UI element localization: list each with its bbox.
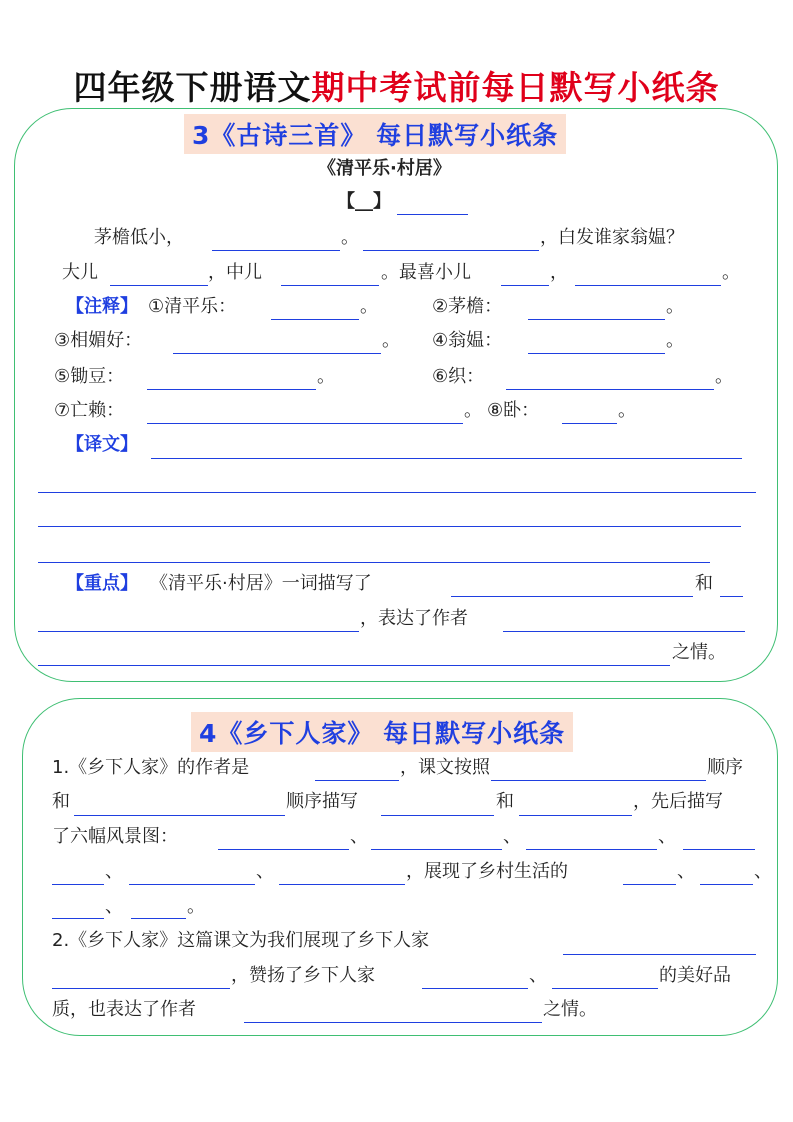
key-blank-1[interactable]	[451, 596, 693, 597]
q2-blank-4[interactable]	[244, 1022, 542, 1023]
poem-line1-a: 茅檐低小，	[94, 227, 184, 248]
scene-blank-3[interactable]	[526, 849, 657, 850]
scene-blank-1[interactable]	[218, 849, 349, 850]
key-text-c: ，表达了作者	[360, 608, 468, 629]
note-7-blank[interactable]	[147, 423, 463, 424]
poem-blank-3[interactable]	[110, 285, 208, 286]
life-blank-4[interactable]	[131, 918, 186, 919]
page-title-black: 四年级下册语文	[73, 68, 312, 107]
note-2-period: 。	[666, 296, 684, 317]
q2-blank-1b[interactable]	[52, 988, 230, 989]
poem-line1-c: ，白发谁家翁媪？	[540, 227, 684, 248]
note-5-period: 。	[317, 366, 335, 387]
poem-line2-a: 大儿	[62, 262, 98, 283]
q2-text-c: 、	[529, 965, 547, 986]
q1-blank-5[interactable]	[519, 815, 632, 816]
life-blank-2[interactable]	[700, 884, 753, 885]
scene-blank-2[interactable]	[371, 849, 502, 850]
notes-label: 【注释】	[66, 296, 138, 317]
poem-blank-5[interactable]	[501, 285, 549, 286]
page-title-red: 期中考试前每日默写小纸条	[311, 68, 720, 107]
key-text-a: 《清平乐·村居》一词描写了	[150, 573, 372, 594]
scene-sep-1: 、	[350, 826, 368, 847]
life-blank-1[interactable]	[623, 884, 676, 885]
q2-text-d: 的美好品	[659, 965, 731, 986]
life-sep-1: 、	[677, 861, 695, 882]
q2-text-a: 2.《乡下人家》这篇课文为我们展现了乡下人家	[52, 930, 430, 951]
q1-text-e: 顺序描写	[286, 791, 358, 812]
note-8-blank[interactable]	[562, 423, 617, 424]
life-sep-2: 、	[754, 861, 772, 882]
key-blank-3b[interactable]	[38, 665, 670, 666]
note-6: ⑥织：	[432, 366, 485, 387]
q1-text-a: 1.《乡下人家》的作者是	[52, 757, 250, 778]
poem-blank-4[interactable]	[281, 285, 379, 286]
translation-line-1[interactable]	[151, 458, 742, 459]
card-heading-village: 4《乡下人家》 每日默写小纸条	[191, 712, 573, 752]
page-title	[0, 62, 793, 109]
scene-blank-6[interactable]	[279, 884, 405, 885]
poem-line2-b: ，中儿	[208, 262, 262, 283]
note-3: ③相媚好：	[54, 330, 143, 351]
note-6-period: 。	[715, 366, 733, 387]
q1-period: 。	[187, 896, 205, 917]
q1-blank-3[interactable]	[74, 815, 285, 816]
note-2-blank[interactable]	[528, 319, 665, 320]
q1-blank-1[interactable]	[315, 780, 399, 781]
note-3-blank[interactable]	[173, 353, 381, 354]
q2-blank-1a[interactable]	[563, 954, 756, 955]
q1-blank-4[interactable]	[381, 815, 494, 816]
q2-text-f: 之情。	[543, 999, 597, 1020]
note-5: ⑤锄豆：	[54, 366, 125, 387]
translation-line-4[interactable]	[38, 562, 710, 563]
author-bracket: 【__】	[337, 191, 391, 212]
scene-sep-5: 、	[256, 861, 274, 882]
scene-blank-4b[interactable]	[52, 884, 104, 885]
scene-blank-4a[interactable]	[683, 849, 755, 850]
note-4: ④翁媪：	[432, 330, 503, 351]
scene-sep-2: 、	[503, 826, 521, 847]
q2-blank-2[interactable]	[422, 988, 528, 989]
note-6-blank[interactable]	[506, 389, 714, 390]
life-sep-3: 、	[105, 896, 123, 917]
q2-text-b: ，赞扬了乡下人家	[231, 965, 375, 986]
note-2: ②茅檐：	[432, 296, 503, 317]
scene-sep-3: 、	[658, 826, 676, 847]
author-blank[interactable]	[397, 214, 468, 215]
q1-text-b: ，课文按照	[400, 757, 490, 778]
q2-blank-3[interactable]	[552, 988, 658, 989]
note-8: ⑧卧：	[487, 400, 540, 421]
key-text-d: 之情。	[672, 642, 726, 663]
poem-title: 《清平乐·村居》	[318, 158, 451, 179]
translation-line-2[interactable]	[38, 492, 756, 493]
key-blank-2a[interactable]	[720, 596, 743, 597]
poem-blank-6[interactable]	[575, 285, 721, 286]
poem-line2-d: ，	[550, 262, 568, 283]
note-3-period: 。	[382, 330, 400, 351]
note-1: ①清平乐：	[148, 296, 237, 317]
scene-blank-5[interactable]	[129, 884, 255, 885]
note-7: ⑦亡赖：	[54, 400, 125, 421]
q1-text-f: 和	[496, 791, 514, 812]
card-heading-poems: 3《古诗三首》 每日默写小纸条	[184, 114, 566, 154]
q1-text-g: ，先后描写	[633, 791, 723, 812]
note-1-blank[interactable]	[271, 319, 359, 320]
note-8-period: 。	[618, 400, 636, 421]
scene-sep-4: 、	[105, 861, 123, 882]
key-blank-2b[interactable]	[38, 631, 359, 632]
life-blank-3[interactable]	[52, 918, 104, 919]
note-4-period: 。	[666, 330, 684, 351]
key-text-b: 和	[695, 573, 713, 594]
note-1-period: 。	[360, 296, 378, 317]
translation-label: 【译文】	[66, 434, 138, 455]
note-7-period: 。	[464, 400, 482, 421]
key-blank-3a[interactable]	[503, 631, 745, 632]
poem-line2-e: 。	[722, 262, 740, 283]
poem-blank-2[interactable]	[363, 250, 539, 251]
poem-line1-b: 。	[341, 227, 359, 248]
note-4-blank[interactable]	[528, 353, 665, 354]
q1-text-c: 顺序	[707, 757, 743, 778]
translation-line-3[interactable]	[38, 526, 741, 527]
q2-text-e: 质，也表达了作者	[52, 999, 196, 1020]
q1-text-d: 和	[52, 791, 70, 812]
note-5-blank[interactable]	[147, 389, 316, 390]
q1-text-i: ，展现了乡村生活的	[406, 861, 568, 882]
key-label: 【重点】	[66, 573, 138, 594]
poem-blank-1[interactable]	[212, 250, 340, 251]
poem-line2-c: 。最喜小儿	[381, 262, 471, 283]
q1-blank-2[interactable]	[491, 780, 706, 781]
q1-text-h: 了六幅风景图：	[52, 826, 178, 847]
